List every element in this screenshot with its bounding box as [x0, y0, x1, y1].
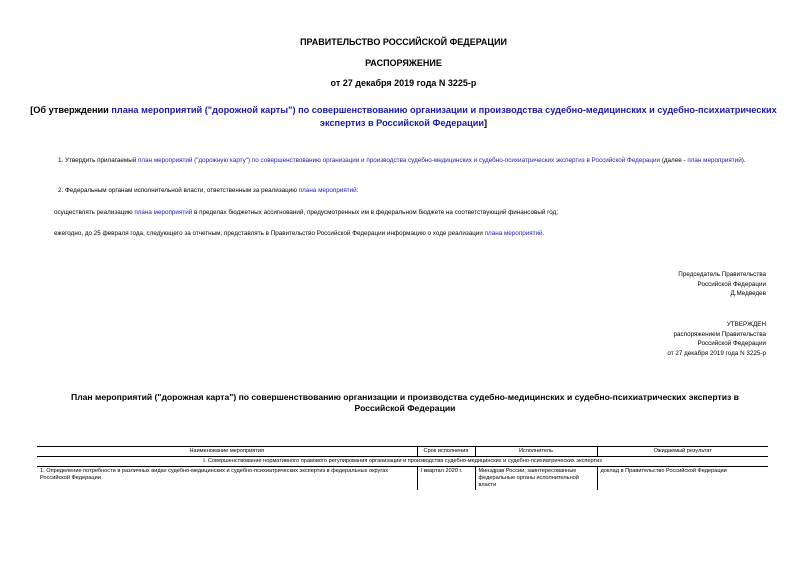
- table-row: [37, 467, 768, 491]
- p2-text-b: :: [356, 187, 359, 194]
- p3-text-b: в пределах бюджетных ассигнований, предусмотренных им в федеральном бюджете на соответствующий финансовый год;: [192, 209, 559, 216]
- paragraph-4: [54, 229, 774, 238]
- p4-text-b: .: [542, 230, 545, 237]
- column-header-executor: Исполнитель: [475, 447, 597, 457]
- table-header-row: [37, 447, 768, 457]
- p1-plan-link[interactable]: план мероприятий ("дорожную карту") по совершенствованию организации и производства судебно-медицинских и судебно-психиатрических экспертиз в Российской Федерации: [138, 157, 661, 164]
- document-title: [0, 104, 807, 130]
- title-suffix: ]: [484, 118, 488, 128]
- title-plan-link[interactable]: плана мероприятий ("дорожной карты") по совершенствованию организации и производства судебно-медицинских и судебно-психиатрических: [111, 105, 777, 115]
- signature-position: Председатель Правительства: [678, 271, 766, 278]
- p1-plan-short-link[interactable]: план мероприятий: [687, 157, 742, 164]
- plan-table: [37, 446, 768, 490]
- title-plan-link-cont[interactable]: экспертиз в Российской Федерации: [319, 118, 485, 128]
- p1-text-b: (далее -: [660, 157, 688, 164]
- plan-title: План мероприятий ("дорожная карта") по совершенствованию организации и производства судебно-медицинских и судебно-психиатрических экспертиз в Российской Федерации: [71, 392, 739, 413]
- approval-order: распоряжением Правительства: [673, 330, 766, 338]
- p2-text: 2. Федеральным органам исполнительной власти, ответственным за реализацию: [58, 187, 299, 194]
- signature-block: [566, 270, 766, 299]
- p2-plan-link[interactable]: плана мероприятий: [298, 187, 357, 194]
- paragraph-1: [54, 156, 774, 165]
- signature-name: Д.Медведев: [730, 290, 766, 297]
- cell-deadline: I квартал 2020 г.: [417, 467, 475, 491]
- approval-country: Российской Федерации: [697, 340, 766, 347]
- approval-approved: УТВЕРЖДЕН: [726, 321, 766, 328]
- column-header-name: Наименование мероприятия: [37, 447, 417, 457]
- signature-country: Российской Федерации: [697, 280, 766, 288]
- approval-date: от 27 декабря 2019 года N 3225-р: [667, 349, 766, 357]
- p4-plan-link[interactable]: плана мероприятий: [484, 230, 543, 237]
- cell-name: 1. Определение потребности в различных видах судебно-медицинских и судебно-психиатрических экспертиз в федеральных округах Российской Федерации: [40, 468, 389, 481]
- approval-block: [566, 320, 766, 358]
- cell-executor: Минздрав России, заинтересованные федеральные органы исполнительной власти: [475, 467, 597, 491]
- column-header-result: Ожидаемый результат: [597, 447, 768, 457]
- table-section-row: [37, 457, 768, 467]
- section-heading: I. Совершенствование нормативного правового регулирования организации и производства судебно-медицинских и судебно-психиатрических экспертиз: [37, 457, 768, 467]
- paragraph-2: [58, 186, 778, 195]
- cell-result: доклад в Правительство Российской Федерации: [597, 467, 768, 491]
- paragraph-3: [54, 208, 774, 217]
- government-heading: ПРАВИТЕЛЬСТВО РОССИЙСКОЙ ФЕДЕРАЦИИ: [300, 37, 507, 47]
- p4-text: ежегодно, до 25 февраля года, следующего за отчетным, представлять в Правительство Российской Федерации информацию о ходе реализации: [54, 230, 485, 237]
- document-date-number: от 27 декабря 2019 года N 3225-р: [330, 78, 477, 88]
- column-header-deadline: Срок исполнения: [417, 447, 475, 457]
- p3-plan-link[interactable]: плана мероприятий: [134, 209, 193, 216]
- document-type: РАСПОРЯЖЕНИЕ: [365, 58, 442, 68]
- title-prefix: [Об утверждении: [30, 105, 112, 115]
- p3-text: осуществлять реализацию: [54, 209, 135, 216]
- p1-text-c: ).: [741, 157, 746, 164]
- p1-text: 1. Утвердить прилагаемый: [58, 157, 139, 164]
